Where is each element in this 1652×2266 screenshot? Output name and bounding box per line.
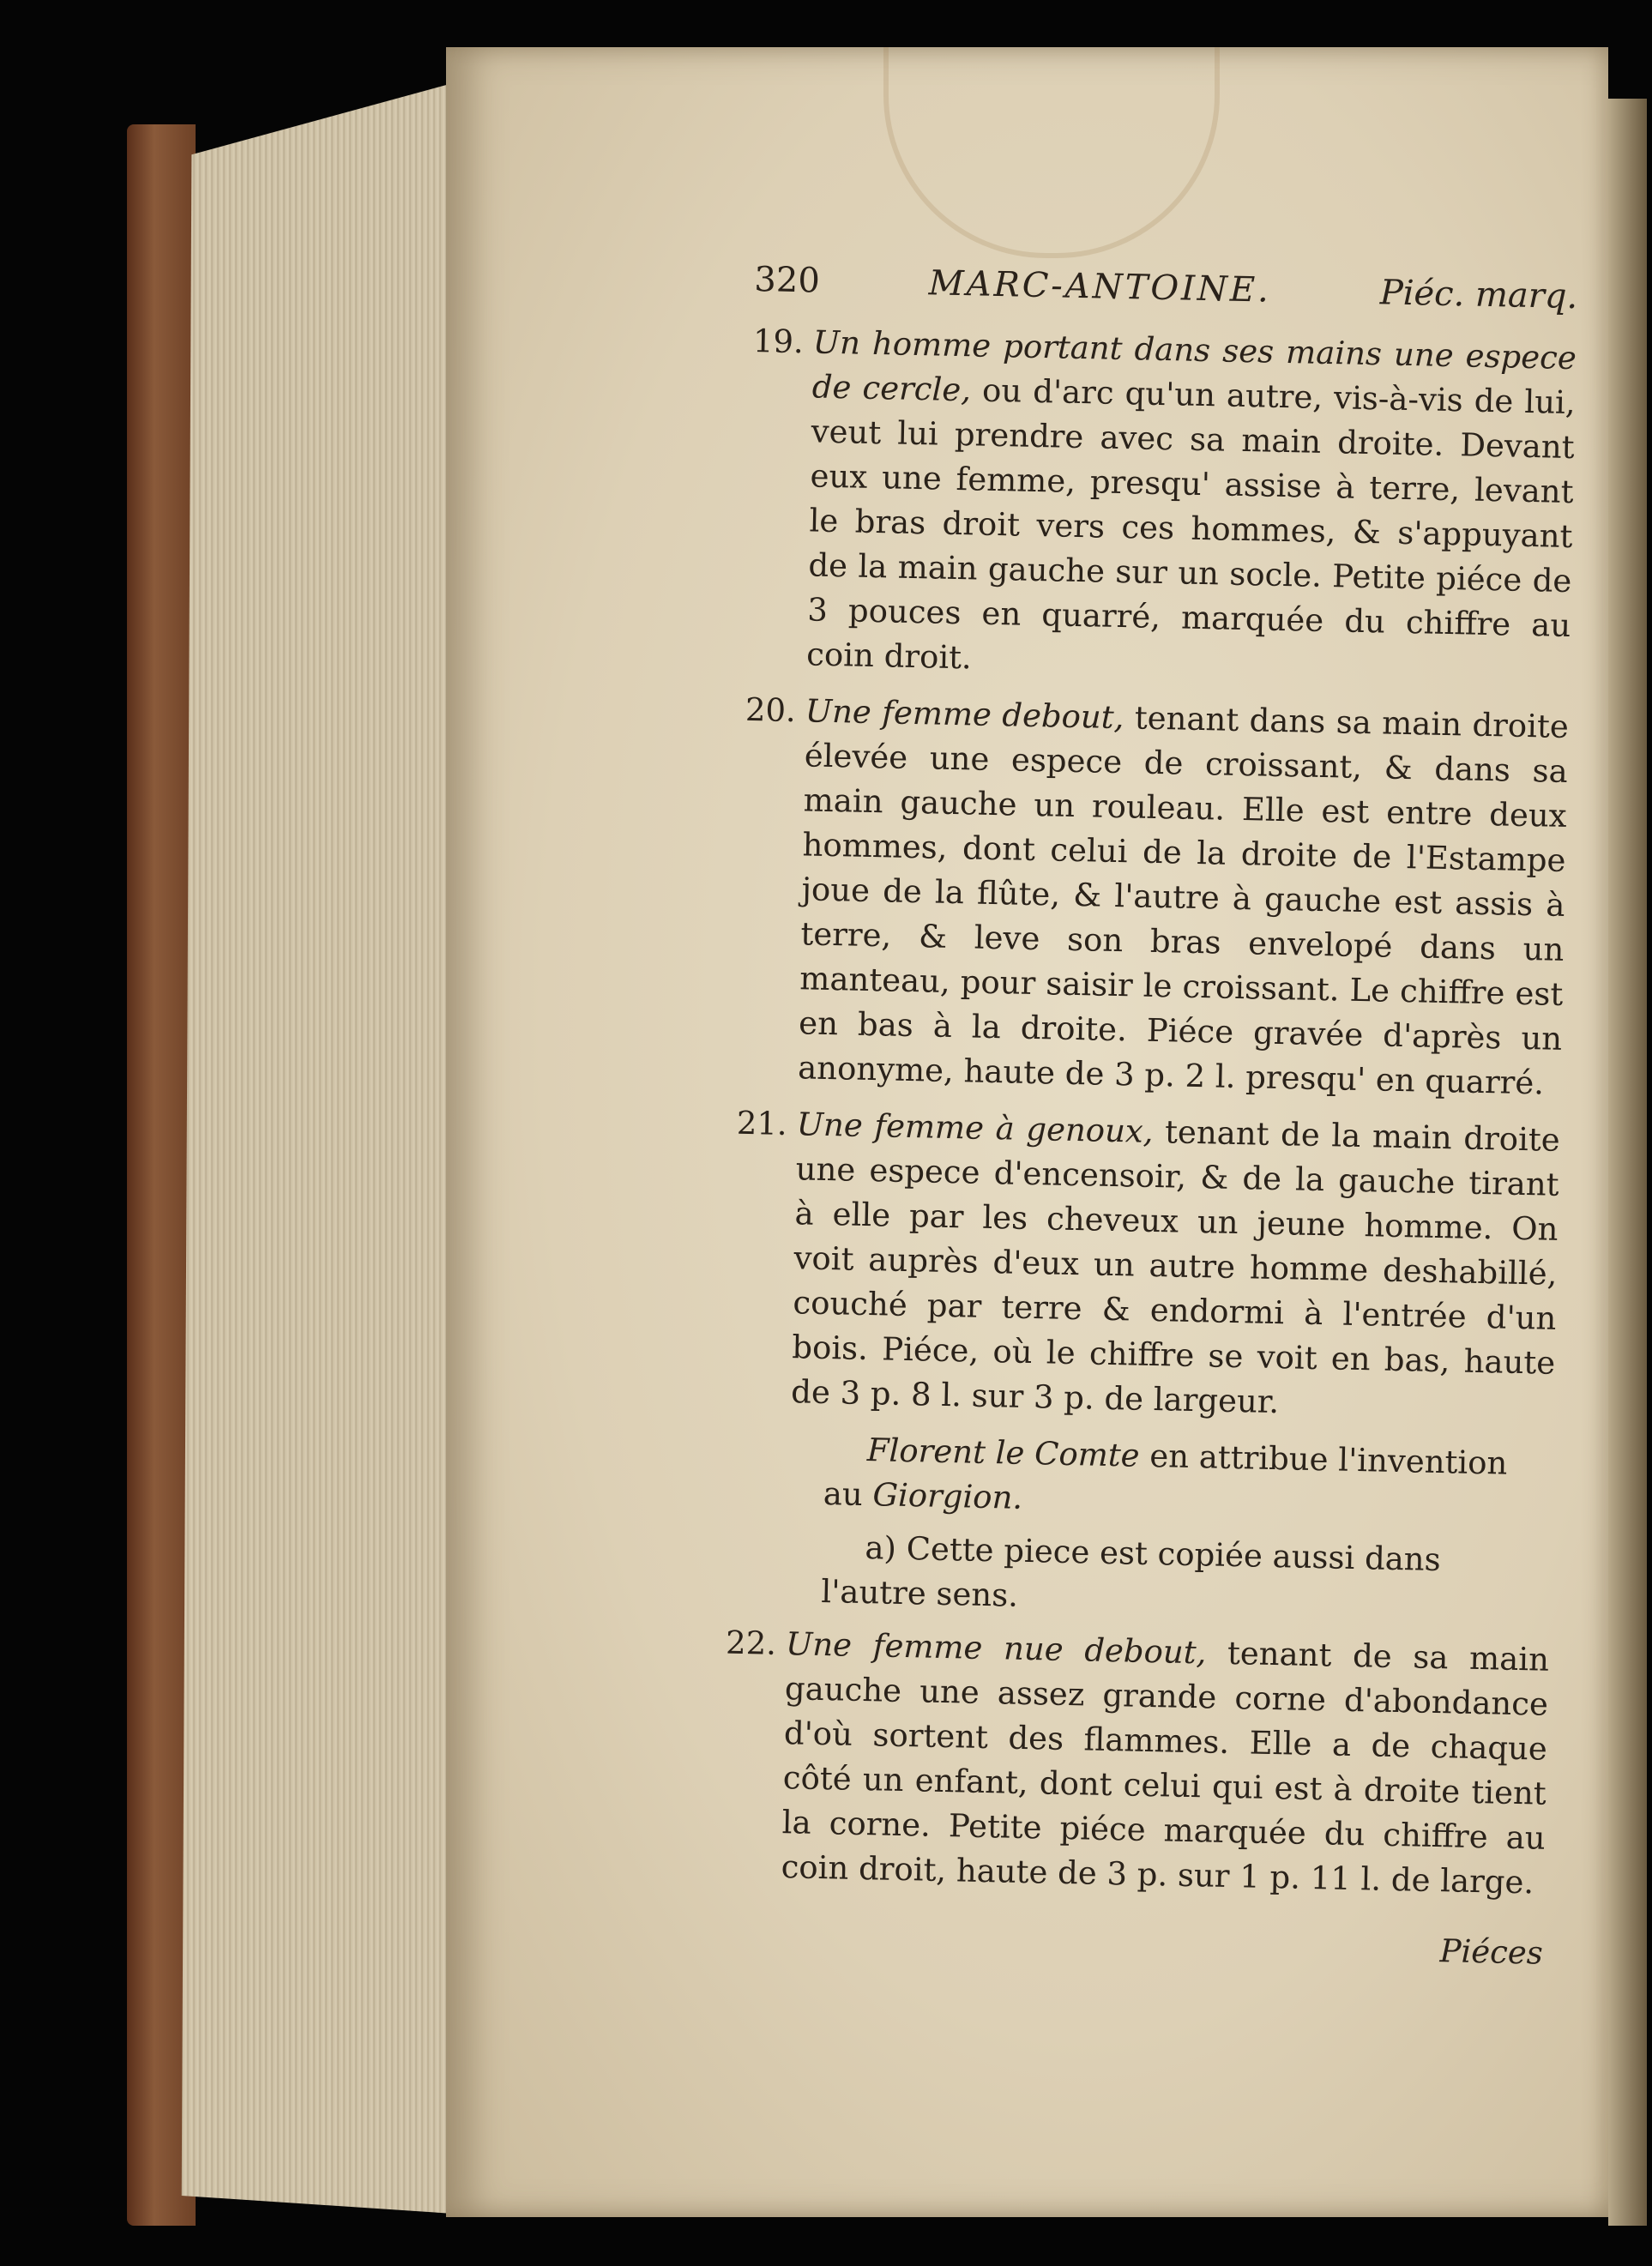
copy-note: a) Cette piece est copiée aussi dans l'autre sens. <box>820 1529 1442 1614</box>
entry-text: ou d'arc qu'un autre, vis-à-vis de lui, veut lui prendre avec sa main droite. Devant eux une femme, presqu' assise à terre, levant le bras droit vers ces hommes, & s'appuyant de la main gauche sur un socle. Petite piéce de 3 pouces en quarré, marquée du chiffre au coin droit. <box>805 371 1577 677</box>
author-name: Florent le Comte <box>866 1431 1141 1474</box>
entry-lead: Une femme debout, <box>805 692 1124 737</box>
note-text: en attribue l'invention au <box>823 1437 1508 1514</box>
entry-22 <box>720 1621 1549 1906</box>
entry-number: 22. <box>725 1624 777 1662</box>
entry-21 <box>731 1101 1560 1431</box>
attribution-note <box>728 1425 1553 1532</box>
catchword: Piéces <box>1439 1932 1544 1972</box>
entry-lead: Une femme nue debout, <box>785 1625 1207 1672</box>
entry-text: tenant de la main droite une espece d'encensoir, & de la gauche tirant à elle par les cheveux un jeune homme. On voit auprès d'eux un autre homme deshabillé, couché par terre & endormi à l'entrée d'un bois. Piéce, où le chiffre se voit en bas, haute de 3 p. 8 l. sur 3 p. de largeur. <box>790 1112 1561 1421</box>
entry-20 <box>738 688 1570 1106</box>
running-title: MARC-ANTOINE. <box>928 263 1272 310</box>
entry-number: 21. <box>736 1104 788 1143</box>
entry-number: 20. <box>745 690 797 730</box>
section-label: Piéc. marq. <box>1379 273 1578 317</box>
page-text <box>719 257 1577 1976</box>
entry-text: tenant dans sa main droite élevée une espece de croissant, & dans sa main gauche un rouleau. Elle est entre deux hommes, dont celui de la droite de l'Estampe joue de la flûte, & l'autre à gauche est assis à terre, & leve son bras envelopé dans un manteau, pour saisir le croissant. Le chiffre est en bas à la droite. Piéce gravée d'après un anonyme, haute de 3 p. 2 l. presqu' en quarré. <box>797 699 1570 1102</box>
entry-lead: Un homme portant dans ses mains une espece de cercle, <box>811 323 1577 409</box>
entry-text: tenant de sa main gauche une assez grande corne d'abondance d'où sortent des flammes. Elle a de chaque côté un enfant, dont celui qui est à droite tient la corne. Petite piéce marquée du chiffre au coin droit, haute de 3 p. sur 1 p. 11 l. de large. <box>781 1634 1550 1901</box>
artist-name: Giorgion. <box>872 1476 1023 1516</box>
entry-19 <box>746 319 1577 693</box>
entry-number: 19. <box>752 322 805 361</box>
entry-lead: Une femme à genoux, <box>796 1106 1154 1150</box>
facing-page-edge <box>1608 99 1647 2226</box>
page-number: 320 <box>753 259 821 301</box>
